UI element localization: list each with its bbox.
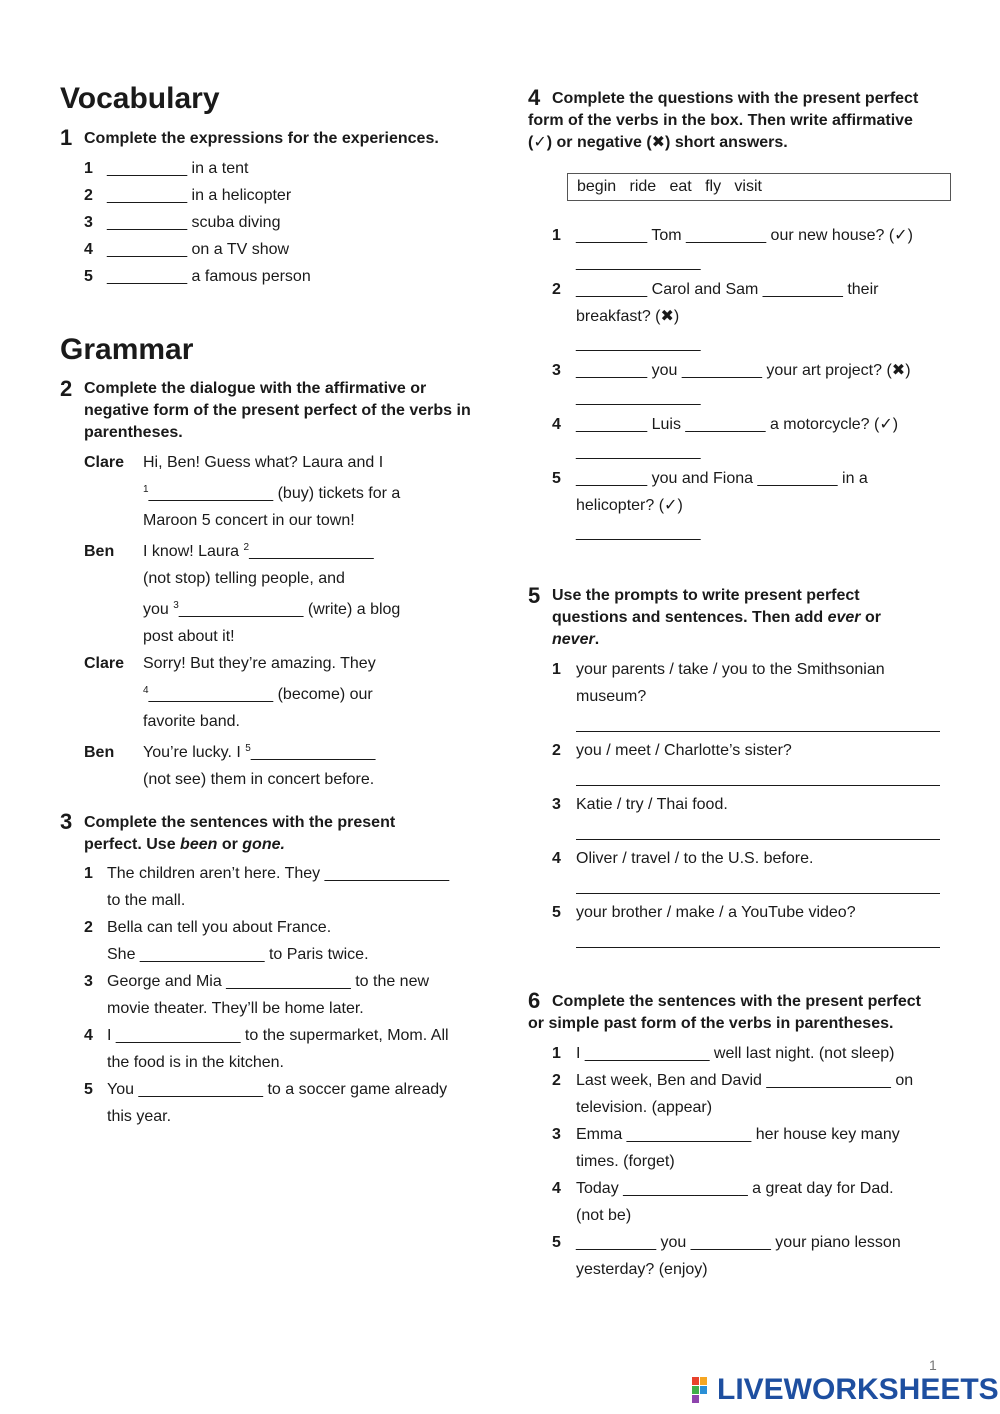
line-text: (not stop) telling people, and — [143, 570, 345, 587]
list-line — [84, 1022, 449, 1049]
item-text: The children aren’t here. They ______________ — [107, 865, 450, 882]
item-text: Bella can tell you about France. — [107, 919, 332, 936]
list-line — [552, 384, 913, 411]
item-number: 5 — [552, 1234, 561, 1251]
item-text: breakfast? (✖) — [576, 308, 680, 325]
item-text: to the mall. — [107, 892, 186, 909]
exercise-5-instruction-line-2 — [552, 607, 881, 629]
dialogue-line — [84, 650, 400, 677]
exercise-1-instruction: Complete the expressions for the experiences. — [84, 130, 439, 147]
exercise-5-instruction — [552, 585, 881, 651]
list-line — [84, 887, 449, 914]
item-text: this year. — [107, 1108, 172, 1125]
item-text: _________ you _________ your piano lesson — [576, 1234, 901, 1251]
item-text: ________ Carol and Sam _________ their — [576, 281, 879, 298]
line-text: favorite band. — [143, 713, 240, 730]
vocabulary-heading: Vocabulary — [60, 82, 220, 115]
item-text: _________ in a tent — [107, 160, 249, 177]
answer-line — [576, 839, 940, 840]
answer-line — [576, 731, 940, 732]
prompt-line — [552, 899, 856, 926]
item-text: your parents / take / you to the Smithsonian — [576, 661, 885, 678]
list-line — [552, 357, 913, 384]
item-text: ________ you _________ your art project? (✖) — [576, 362, 911, 379]
exercise-5-number: 5 — [528, 583, 541, 608]
list-line — [84, 860, 449, 887]
instruction-text: questions and sentences. Then add — [552, 609, 828, 626]
logo-square — [700, 1386, 707, 1394]
prompt-line — [552, 845, 813, 872]
exercise-3-number: 3 — [60, 809, 73, 834]
line-text: I know! Laura — [143, 543, 244, 560]
item-number: 5 — [84, 1081, 93, 1098]
item-number: 4 — [552, 850, 561, 867]
item-number: 5 — [552, 904, 561, 921]
list-line — [84, 1076, 449, 1103]
exercise-4-instruction-line-3: (✓) or negative (✖) short answers. — [528, 134, 788, 151]
answer-line — [576, 785, 940, 786]
line-text-gap: ______________ (become) our — [148, 686, 373, 703]
item-number: 4 — [84, 241, 93, 258]
instruction-dot: . — [594, 631, 600, 648]
vocab-item — [84, 236, 311, 263]
answer-line — [576, 947, 940, 948]
list-line — [552, 1121, 913, 1148]
exercise-2-instruction: Complete the dialogue with the affirmative or negative form of the present perfect of the verbs in parentheses. — [84, 380, 471, 441]
list-line — [552, 1202, 913, 1229]
item-text: you / meet / Charlotte’s sister? — [576, 742, 792, 759]
item-text: (not be) — [576, 1207, 632, 1224]
item-text: You ______________ to a soccer game already — [107, 1081, 448, 1098]
dialogue-line — [84, 507, 400, 534]
exercise-5-list — [552, 656, 942, 956]
item-text: She ______________ to Paris twice. — [107, 946, 369, 963]
item-text: ________ you and Fiona _________ in a — [576, 470, 868, 487]
list-line — [552, 1229, 913, 1256]
item-text: ______________ — [576, 335, 701, 352]
dialogue-line — [84, 476, 400, 507]
item-number: 4 — [552, 416, 561, 433]
prompt-line — [552, 737, 792, 764]
list-line — [552, 1094, 913, 1121]
exercise-3-list — [84, 860, 449, 1130]
exercise-5-instruction-line-3 — [552, 629, 881, 651]
item-text: ________ Tom _________ our new house? (✓) — [576, 227, 913, 244]
item-number: 4 — [84, 1027, 93, 1044]
dialogue-line — [84, 735, 400, 766]
list-line — [84, 1049, 449, 1076]
item-text: George and Mia ______________ to the new — [107, 973, 430, 990]
dialogue-line — [84, 592, 400, 623]
list-line — [552, 222, 913, 249]
instruction-been: been — [180, 836, 218, 853]
item-text: your brother / make / a YouTube video? — [576, 904, 856, 921]
item-text: Today ______________ a great day for Dad. — [576, 1180, 894, 1197]
prompt-line — [552, 791, 728, 818]
list-line — [84, 1103, 449, 1130]
item-text: ________ Luis _________ a motorcycle? (✓) — [576, 416, 899, 433]
item-number: 1 — [552, 661, 561, 678]
gap-number: 2 — [243, 542, 250, 553]
item-number: 2 — [84, 919, 93, 936]
instruction-or: or — [217, 836, 243, 853]
item-text: times. (forget) — [576, 1153, 675, 1170]
item-number: 5 — [84, 268, 93, 285]
gap-number: 1 — [143, 484, 149, 495]
dialogue — [84, 449, 400, 793]
item-number: 1 — [84, 865, 93, 882]
item-text: _________ a famous person — [107, 268, 311, 285]
dialogue-line — [84, 708, 400, 735]
line-text: You’re lucky. I — [143, 744, 246, 761]
exercise-6-instruction-line-2: or simple past form of the verbs in parentheses. — [528, 1015, 894, 1032]
exercise-2-number: 2 — [60, 376, 73, 401]
list-line — [552, 465, 913, 492]
item-number: 3 — [84, 973, 93, 990]
item-text: movie theater. They’ll be home later. — [107, 1000, 364, 1017]
item-number: 4 — [552, 1180, 561, 1197]
item-text: I ______________ well last night. (not sleep) — [576, 1045, 895, 1062]
logo-icon — [692, 1377, 714, 1403]
page-number: 1 — [929, 1357, 937, 1373]
list-line — [552, 1067, 913, 1094]
exercise-5-instruction-line-1: Use the prompts to write present perfect — [552, 587, 860, 604]
item-text: _________ in a helicopter — [107, 187, 292, 204]
exercise-3-instruction-line-2 — [84, 834, 395, 856]
vocab-item — [84, 155, 311, 182]
list-line — [552, 1040, 913, 1067]
list-line — [552, 1256, 913, 1283]
line-text: Hi, Ben! Guess what? Laura and I — [143, 454, 384, 471]
list-line — [552, 276, 913, 303]
item-number: 2 — [552, 1072, 561, 1089]
item-text: _________ on a TV show — [107, 241, 290, 258]
item-number: 1 — [552, 1045, 561, 1062]
logo-square — [692, 1395, 699, 1403]
item-number: 3 — [552, 362, 561, 379]
list-line — [552, 249, 913, 276]
item-text: television. (appear) — [576, 1099, 713, 1116]
dialogue-line — [84, 677, 400, 708]
list-line — [84, 995, 449, 1022]
item-text: ______________ — [576, 254, 701, 271]
answer-line — [576, 893, 940, 894]
logo-square — [692, 1386, 699, 1394]
item-number: 3 — [552, 1126, 561, 1143]
list-line — [84, 941, 449, 968]
exercise-1-list — [84, 155, 311, 290]
item-text-2: museum? — [576, 688, 647, 705]
exercise-4-instruction — [528, 88, 918, 154]
item-text: Katie / try / Thai food. — [576, 796, 728, 813]
instruction-ever: ever — [827, 609, 861, 626]
item-text: Oliver / travel / to the U.S. before. — [576, 850, 814, 867]
grammar-heading: Grammar — [60, 333, 194, 366]
list-line — [552, 438, 913, 465]
vocab-item — [84, 182, 311, 209]
list-line — [552, 303, 913, 330]
item-text: _________ scuba diving — [107, 214, 281, 231]
dialogue-line — [84, 565, 400, 592]
logo-square — [692, 1377, 699, 1385]
exercise-6-number: 6 — [528, 988, 541, 1013]
item-text: Emma ______________ her house key many — [576, 1126, 900, 1143]
item-text: ______________ — [576, 443, 701, 460]
item-number: 3 — [84, 214, 93, 231]
list-line — [552, 519, 913, 546]
list-line — [552, 1148, 913, 1175]
exercise-3-instruction-line-1: Complete the sentences with the present — [84, 814, 396, 831]
speaker: Clare — [84, 454, 125, 471]
instruction-never: never — [552, 631, 595, 648]
dialogue-line — [84, 449, 400, 476]
item-text: the food is in the kitchen. — [107, 1054, 284, 1071]
gap-number: 4 — [143, 685, 149, 696]
line-text-gap: ______________ — [249, 543, 374, 560]
prompt-line-2 — [576, 683, 646, 710]
exercise-4-number: 4 — [528, 85, 541, 110]
item-number: 3 — [552, 796, 561, 813]
line-text: you — [143, 601, 174, 618]
list-line — [552, 492, 913, 519]
verb-box — [567, 173, 951, 201]
logo-text: LIVEWORKSHEETS — [717, 1373, 999, 1406]
item-number: 5 — [552, 470, 561, 487]
exercise-6-instruction-line-1: Complete the sentences with the present perfect — [552, 993, 921, 1010]
liveworksheets-logo — [692, 1375, 999, 1405]
line-text: post about it! — [143, 628, 235, 645]
item-number: 1 — [84, 160, 93, 177]
line-text: (not see) them in concert before. — [143, 771, 375, 788]
item-text: Last week, Ben and David ______________ on — [576, 1072, 914, 1089]
line-text: Sorry! But they’re amazing. They — [143, 655, 376, 672]
list-line — [552, 330, 913, 357]
gap-number: 3 — [173, 600, 179, 611]
item-number: 2 — [84, 187, 93, 204]
line-text-gap: ______________ (write) a blog — [178, 601, 401, 618]
speaker: Ben — [84, 744, 115, 761]
line-text-gap: ______________ — [250, 744, 376, 761]
exercise-4-instruction-line-2: form of the verbs in the box. Then write affirmative — [528, 112, 913, 129]
line-text: Maroon 5 concert in our town! — [143, 512, 355, 529]
line-text-gap: ______________ (buy) tickets for a — [148, 485, 401, 502]
exercise-6-list — [552, 1040, 913, 1283]
exercise-6-instruction — [528, 991, 921, 1035]
list-line — [84, 968, 449, 995]
item-text: helicopter? (✓) — [576, 497, 683, 514]
instruction-text: perfect. Use — [84, 836, 181, 853]
instruction-gone: gone. — [242, 836, 285, 853]
exercise-4-instruction-line-1: Complete the questions with the present perfect — [552, 90, 919, 107]
prompt-line — [552, 656, 885, 683]
gap-number: 5 — [245, 743, 251, 754]
verb-box-words: begin ride eat fly visit — [577, 178, 762, 195]
vocab-item — [84, 263, 311, 290]
exercise-3-instruction — [84, 812, 395, 856]
exercise-4-list — [552, 222, 913, 546]
instruction-or: or — [860, 609, 881, 626]
list-line — [552, 1175, 913, 1202]
item-number: 2 — [552, 281, 561, 298]
item-text: I ______________ to the supermarket, Mom. All — [107, 1027, 449, 1044]
item-text: ______________ — [576, 389, 701, 406]
dialogue-line — [84, 623, 400, 650]
dialogue-line — [84, 766, 400, 793]
vocab-item — [84, 209, 311, 236]
item-number: 1 — [552, 227, 561, 244]
logo-square — [700, 1377, 707, 1385]
item-number: 2 — [552, 742, 561, 759]
exercise-1-number: 1 — [60, 125, 73, 150]
dialogue-line — [84, 534, 400, 565]
item-text: yesterday? (enjoy) — [576, 1261, 708, 1278]
item-text: ______________ — [576, 524, 701, 541]
speaker: Clare — [84, 655, 125, 672]
speaker: Ben — [84, 543, 115, 560]
list-line — [84, 914, 449, 941]
list-line — [552, 411, 913, 438]
